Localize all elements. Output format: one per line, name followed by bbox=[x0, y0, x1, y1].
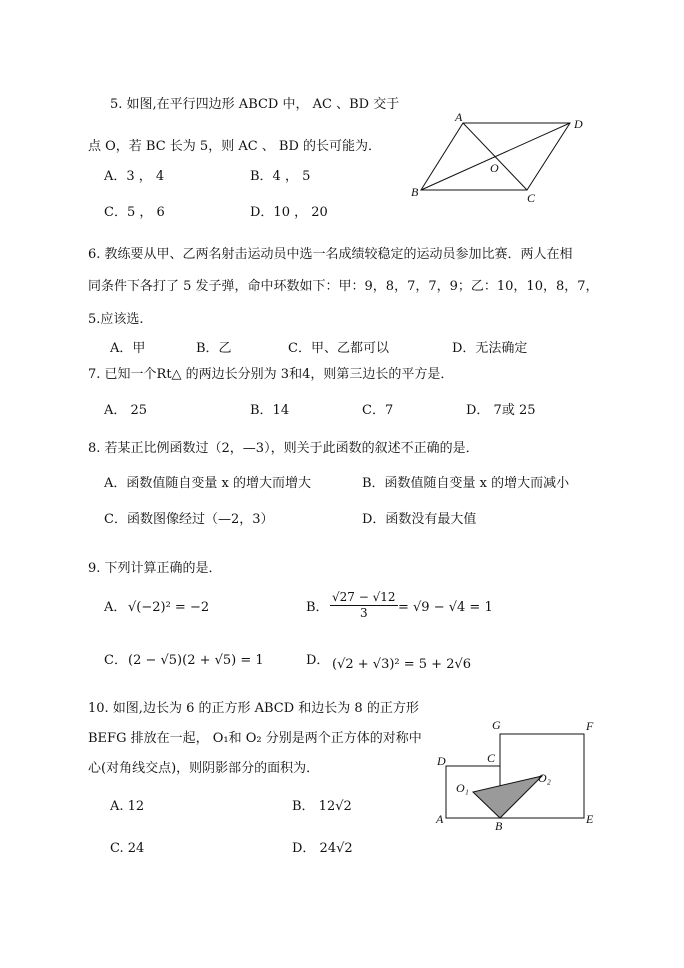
q9-option-a-label: A． bbox=[104, 600, 127, 615]
q10-label-a: A bbox=[436, 812, 444, 826]
q9-option-d-label: D． bbox=[306, 653, 330, 668]
q5-label-a: A bbox=[455, 110, 463, 124]
q6-stem-line2: 同条件下各打了 5 发子弹，命中环数如下：甲：9，8，7，7，9；乙：10，10，8，7， bbox=[88, 279, 599, 294]
q8-option-d: D．函数没有最大值 bbox=[362, 512, 477, 527]
q6-option-d: D．无法确定 bbox=[452, 341, 528, 356]
q10-stem-line2: BEFG 排放在一起， O₁和 O₂ 分别是两个正方体的对称中 bbox=[88, 731, 422, 746]
q9-option-b-fraction bbox=[330, 590, 398, 621]
q10-label-d: D bbox=[437, 754, 446, 768]
q9-stem: 9. 下列计算正确的是． bbox=[88, 561, 222, 576]
q5-label-b: B bbox=[411, 185, 419, 199]
q10-label-b: B bbox=[495, 819, 503, 833]
q10-option-c: C. 24 bbox=[110, 841, 145, 856]
q5-option-c: C．5 ， 6 bbox=[104, 205, 165, 220]
q9-option-b-rest: = √9 − √4 = 1 bbox=[398, 600, 493, 615]
q10-option-a: A. 12 bbox=[110, 799, 145, 814]
q10-label-f: F bbox=[586, 719, 594, 733]
q5-stem-line1: 5. 如图,在平行四边形 ABCD 中， AC 、BD 交于 bbox=[110, 97, 400, 112]
q5-option-b: B．4 ， 5 bbox=[250, 169, 311, 184]
q8-option-b: B．函数值随自变量 x 的增大而减小 bbox=[362, 476, 570, 491]
q5-label-d: D bbox=[574, 117, 583, 131]
q7-option-d: D． 7或 25 bbox=[466, 403, 536, 418]
q9-option-b-denominator: 3 bbox=[359, 606, 368, 620]
q5-option-d: D．10 ， 20 bbox=[250, 205, 328, 220]
q5-parallelogram-figure bbox=[405, 108, 595, 208]
q6-option-c: C．甲、乙都可以 bbox=[288, 341, 389, 356]
q9-option-b-numerator: √27 − √12 bbox=[332, 590, 396, 604]
q10-option-d: D． 24√2 bbox=[292, 841, 353, 856]
q10-option-b: B． 12√2 bbox=[292, 799, 352, 814]
q10-label-g: G bbox=[492, 718, 501, 732]
q10-squares-figure bbox=[432, 716, 602, 838]
q7-stem: 7. 已知一个Rt△ 的两边长分别为 3和4，则第三边长的平方是． bbox=[88, 367, 454, 382]
q10-label-o1: O₁ bbox=[456, 781, 469, 795]
q9-option-d-expr: (√2 + √3)² = 5 + 2√6 bbox=[332, 657, 472, 672]
q9-option-b-label: B． bbox=[306, 600, 329, 615]
q9-option-a-expr: √(−2)² = −2 bbox=[128, 600, 210, 615]
q10-label-o2: O₂ bbox=[538, 771, 551, 785]
q9-option-c-label: C． bbox=[104, 653, 127, 668]
q5-label-o: O bbox=[490, 161, 499, 175]
q5-option-a: A．3 ， 4 bbox=[104, 169, 165, 184]
q9-option-c-expr: (2 − √5)(2 + √5) = 1 bbox=[128, 653, 264, 668]
q8-stem: 8. 若某正比例函数过（2，—3），则关于此函数的叙述不正确的是． bbox=[88, 441, 479, 456]
q10-label-c: C bbox=[487, 751, 496, 765]
q10-label-e: E bbox=[586, 812, 594, 826]
q7-option-a: A． 25 bbox=[104, 403, 148, 418]
q10-shaded-triangle bbox=[473, 776, 542, 818]
q5-stem-line2: 点 O，若 BC 长为 5，则 AC 、 BD 的长可能为． bbox=[88, 139, 382, 154]
q10-stem-line3: 心(对角线交点)，则阴影部分的面积为． bbox=[88, 761, 320, 776]
q7-option-c: C．7 bbox=[362, 403, 394, 418]
q5-label-c: C bbox=[527, 191, 536, 205]
q10-stem-line1: 10. 如图,边长为 6 的正方形 ABCD 和边长为 8 的正方形 bbox=[88, 701, 419, 716]
q6-stem-line3: 5.应该选. bbox=[88, 312, 144, 327]
q6-option-a: A．甲 bbox=[110, 341, 146, 356]
q6-stem-line1: 6. 教练要从甲、乙两名射击运动员中选一名成绩较稳定的运动员参加比赛．两人在相 bbox=[88, 247, 573, 262]
q8-option-c: C．函数图像经过（—2，3） bbox=[104, 512, 274, 527]
q8-option-a: A．函数值随自变量 x 的增大而增大 bbox=[104, 476, 311, 491]
q7-option-b: B．14 bbox=[250, 403, 290, 418]
q6-option-b: B．乙 bbox=[196, 341, 232, 356]
